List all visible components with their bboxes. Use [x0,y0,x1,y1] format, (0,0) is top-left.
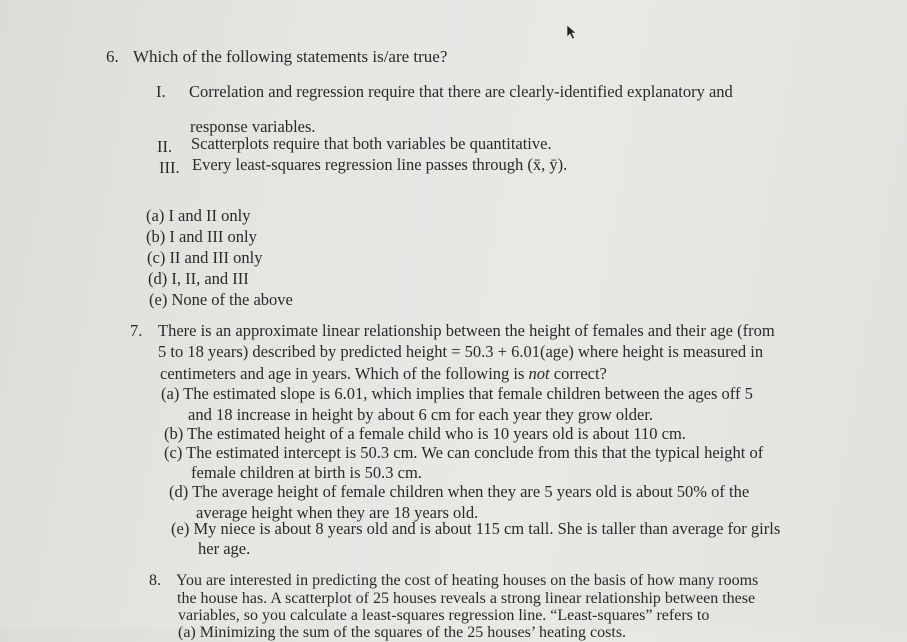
question-prompt: Which of the following statements is/are true? [133,47,448,66]
answer-option-c[interactable]: (c) The estimated intercept is 50.3 cm. We can conclude from this that the typical height of [164,443,764,462]
question-number: 8. [149,572,161,589]
statement-label: I. [156,82,166,101]
mouse-cursor-icon [566,24,578,40]
statement-label: II. [157,137,173,156]
question-text-line: variables, so you calculate a least-squares regression line. “Least-squares” refers to [178,607,710,624]
answer-option-a[interactable]: (a) The estimated slope is 6.01, which implies that female children between the ages off 5 [161,384,753,403]
statement-text: Correlation and regression require that there are clearly-identified explanatory and [189,82,733,101]
answer-option-b[interactable]: (b) The estimated height of a female child who is 10 years old is about 110 cm. [164,424,686,443]
answer-option-b[interactable]: (b) I and III only [146,227,257,246]
answer-option-c[interactable]: (c) II and III only [147,248,263,267]
answer-option-e[interactable]: (e) None of the above [149,290,293,309]
statement-text: Every least-squares regression line passes through (x̄, ȳ). [192,155,568,174]
answer-option-a[interactable]: (a) Minimizing the sum of the squares of the 25 houses’ heating costs. [178,624,627,641]
text-segment: centimeters and age in years. Which of the following is [160,364,529,383]
statement-label: III. [159,158,180,177]
answer-option-e-cont: her age. [198,539,251,558]
statement-text: Scatterplots require that both variables be quantitative. [191,134,552,153]
question-text-line: 5 to 18 years) described by predicted height = 50.3 + 6.01(age) where height is measured in [158,342,764,361]
text-segment: correct? [549,364,607,383]
answer-option-a[interactable]: (a) I and II only [146,206,251,225]
answer-option-d-cont: average height when they are 18 years old. [196,503,479,522]
answer-option-d[interactable]: (d) The average height of female children when they are 5 years old is about 50% of the [169,482,750,501]
question-text-line: You are interested in predicting the cost of heating houses on the basis of how many rooms [176,572,759,589]
question-number: 6. [106,47,119,66]
answer-option-c-cont: female children at birth is 50.3 cm. [191,463,422,482]
question-text-line: There is an approximate linear relationship between the height of females and their age (from [158,321,775,340]
statement-text: response variables. [190,117,316,136]
question-number: 7. [130,321,143,340]
answer-option-a-cont: and 18 increase in height by about 6 cm for each year they grow older. [188,405,654,424]
question-text-line: the house has. A scatterplot of 25 houses reveals a strong linear relationship between these [177,590,756,607]
answer-option-e[interactable]: (e) My niece is about 8 years old and is about 115 cm tall. She is taller than average for girls [171,519,781,538]
question-text-line [160,364,607,384]
answer-option-d[interactable]: (d) I, II, and III [148,269,249,288]
emphasis-not: not [528,364,550,383]
